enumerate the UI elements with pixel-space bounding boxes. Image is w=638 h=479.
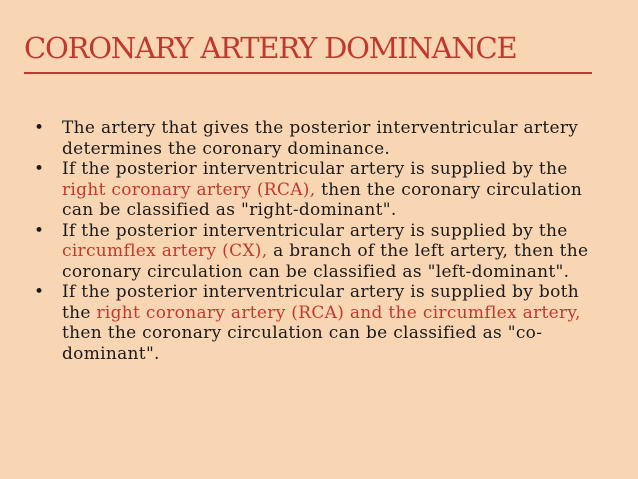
bullet-dot-icon: • — [34, 159, 45, 179]
bullet-dot-icon: • — [34, 282, 45, 302]
bullet-text-before: If the posterior interventricular artery is supplied by the — [62, 220, 568, 241]
highlight-cx: circumflex artery (CX), — [62, 241, 268, 261]
bullet-text-before: If the posterior interventricular artery is supplied by both the — [62, 282, 580, 323]
bullet-list — [34, 118, 604, 364]
highlight-rca-and-cx: right coronary artery (RCA) and the circumflex artery, — [96, 302, 581, 323]
bullet-text-after: then the coronary circulation can be classified as "right-dominant". — [62, 179, 583, 220]
bullet-item-left-dominant — [34, 221, 604, 283]
highlight-rca: right coronary artery (RCA), — [62, 179, 316, 200]
bullet-text: The artery that gives the posterior interventricular artery determines the coronary dominance. — [62, 118, 579, 159]
bullet-item-right-dominant — [34, 159, 604, 221]
bullet-text-after: then the coronary circulation can be classified as "co-dominant". — [62, 323, 543, 364]
slide-title: CORONARY ARTERY DOMINANCE — [24, 31, 517, 65]
bullet-text-before: If the posterior interventricular artery is supplied by the — [62, 159, 568, 179]
title-underline — [24, 72, 592, 74]
bullet-item-co-dominant — [34, 282, 604, 364]
bullet-text-after: a branch of the left artery, then the coronary circulation can be classified as "left-dominant". — [62, 241, 589, 282]
bullet-item-definition — [34, 118, 604, 159]
bullet-dot-icon: • — [34, 220, 45, 241]
bullet-dot-icon: • — [34, 118, 45, 138]
